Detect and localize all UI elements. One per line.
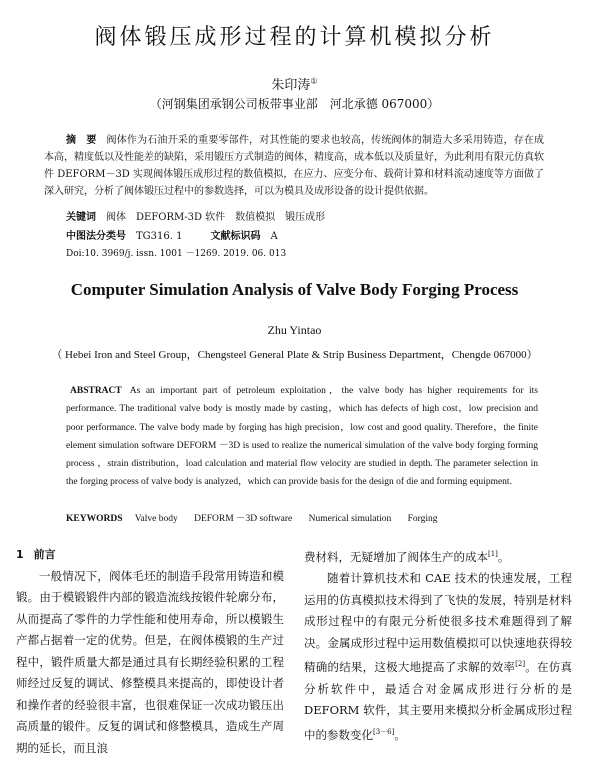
doccode-value: A: [270, 231, 277, 242]
section-number: 1: [16, 548, 24, 561]
chinese-author: [0, 74, 589, 93]
english-affiliation: （ Hebei Iron and Steel Group，Chengsteel General Plate & Strip Business Department，Chengde 067000）: [0, 346, 589, 362]
keywords-text: 阀体 DEFORM-3D 软件 数值模拟 锻压成形: [106, 212, 325, 223]
english-keyword: DEFORM －3D software: [194, 514, 292, 524]
section-heading: [16, 544, 284, 566]
citation: [3－6]: [373, 728, 394, 736]
clc-value: TG316. 1: [136, 231, 182, 242]
chinese-abstract: [44, 132, 544, 200]
chinese-keywords: [66, 208, 325, 223]
clc-label: 中图法分类号: [66, 231, 126, 242]
chinese-affiliation: （河钢集团承钢公司板带事业部 河北承德 067000）: [0, 95, 589, 112]
citation: [1]: [488, 550, 498, 558]
english-keyword: Numerical simulation: [309, 514, 392, 524]
english-abstract: [66, 382, 538, 492]
body-text: 。: [394, 727, 406, 741]
english-abstract-label: ABSTRACT: [70, 386, 122, 396]
keywords-label: 关键词: [66, 212, 96, 223]
english-keyword: Valve body: [135, 514, 178, 524]
author-name: 朱印涛: [271, 78, 310, 93]
body-paragraph: [304, 544, 572, 568]
chinese-title: 阀体锻压成形过程的计算机模拟分析: [0, 20, 589, 51]
english-abstract-text: As an important part of petroleum exploitation，the valve body has higher requirements for its performance. The traditional valve body is mostly made by casting，which has defects of high cost，low precision and poor performance. The valve body made by forging has high precision，low cost and good quality. Therefore，the finite element simulation software DEFORM －3D is used to realize the numerical simulation of the valve body forging forming process ，strain distribution，load calculation and material flow velocity are studied in depth. The parameter selection in the forging process of valve body is analyzed，which can provide basis for the design of die and forming equipment.: [66, 386, 538, 487]
english-author: Zhu Yintao: [0, 323, 589, 338]
body-paragraph: 一般情况下，阀体毛坯的制造手段常用铸造和模锻。由于模锻锻件内部的锻造流线按锻件轮廓分布，从而提高了零件的力学性能和使用寿命，所以模锻生产都占据着一定的优势。但是，在阀体模锻的生产过程中，锻件质量大都是通过具有长期经验积累的工程师经过反复的调试、修整模具来提高的，即使设计者和操作者的经验很丰富，也很难保证一次成功锻压出高质量的锻件。反复的调试和修整模具，造成生产周期的延长，而且浪: [16, 566, 284, 759]
doccode-label: 文献标识码: [210, 231, 260, 242]
body-text: 费材料，无疑增加了阀体生产的成本: [304, 550, 488, 564]
english-keywords: [66, 510, 452, 524]
author-footnote-mark: ①: [310, 77, 317, 86]
body-text: 。: [498, 550, 510, 564]
abstract-text: 阀体作为石油开采的重要零部件，对其性能的要求也较高，传统阀体的制造大多采用铸造，存在成本高，精度低以及性能差的缺陷，采用锻压方式制造的阀体，精度高，成本低以及质量好，为此利用有限元仿真软件 DEFORM－3D 实现阀体锻压成形过程的数值模拟，在应力、应变分布、载荷计算和材料流动速度等方面做了深入研究，分析了阀体锻压过程中的参数选择，可以为模具及成形设备的设计提供依据。: [44, 135, 544, 197]
body-text: 随着计算机技术和 CAE 技术的快速发展，工程运用的仿真模拟技术得到了飞快的发展，特别是材料成形过程中的有限元分析使很多技术难题得到了解决。金属成形过程中运用数值模拟可以快速地获得较精确的结果，这极大地提高了求解的效率: [304, 571, 572, 674]
english-keyword: Forging: [408, 514, 438, 524]
body-paragraph: [304, 568, 572, 746]
english-keywords-label: KEYWORDS: [66, 514, 122, 524]
section-title: 前言: [34, 548, 56, 561]
english-title: Computer Simulation Analysis of Valve Body Forging Process: [0, 280, 589, 300]
abstract-label: 摘 要: [66, 135, 97, 146]
body-left-column: [16, 544, 284, 759]
body-right-column: [304, 544, 572, 746]
body-text: 。在仿真分析软件中，最适合对金属成形进行分析的是 DEFORM 软件，其主要用来模拟分析金属成形过程中的参数变化: [304, 660, 572, 741]
citation: [2]: [515, 660, 525, 668]
doi: Doi:10. 3969/j. issn. 1001 －1269. 2019. 06. 013: [66, 246, 286, 259]
classification-line: [66, 227, 278, 242]
